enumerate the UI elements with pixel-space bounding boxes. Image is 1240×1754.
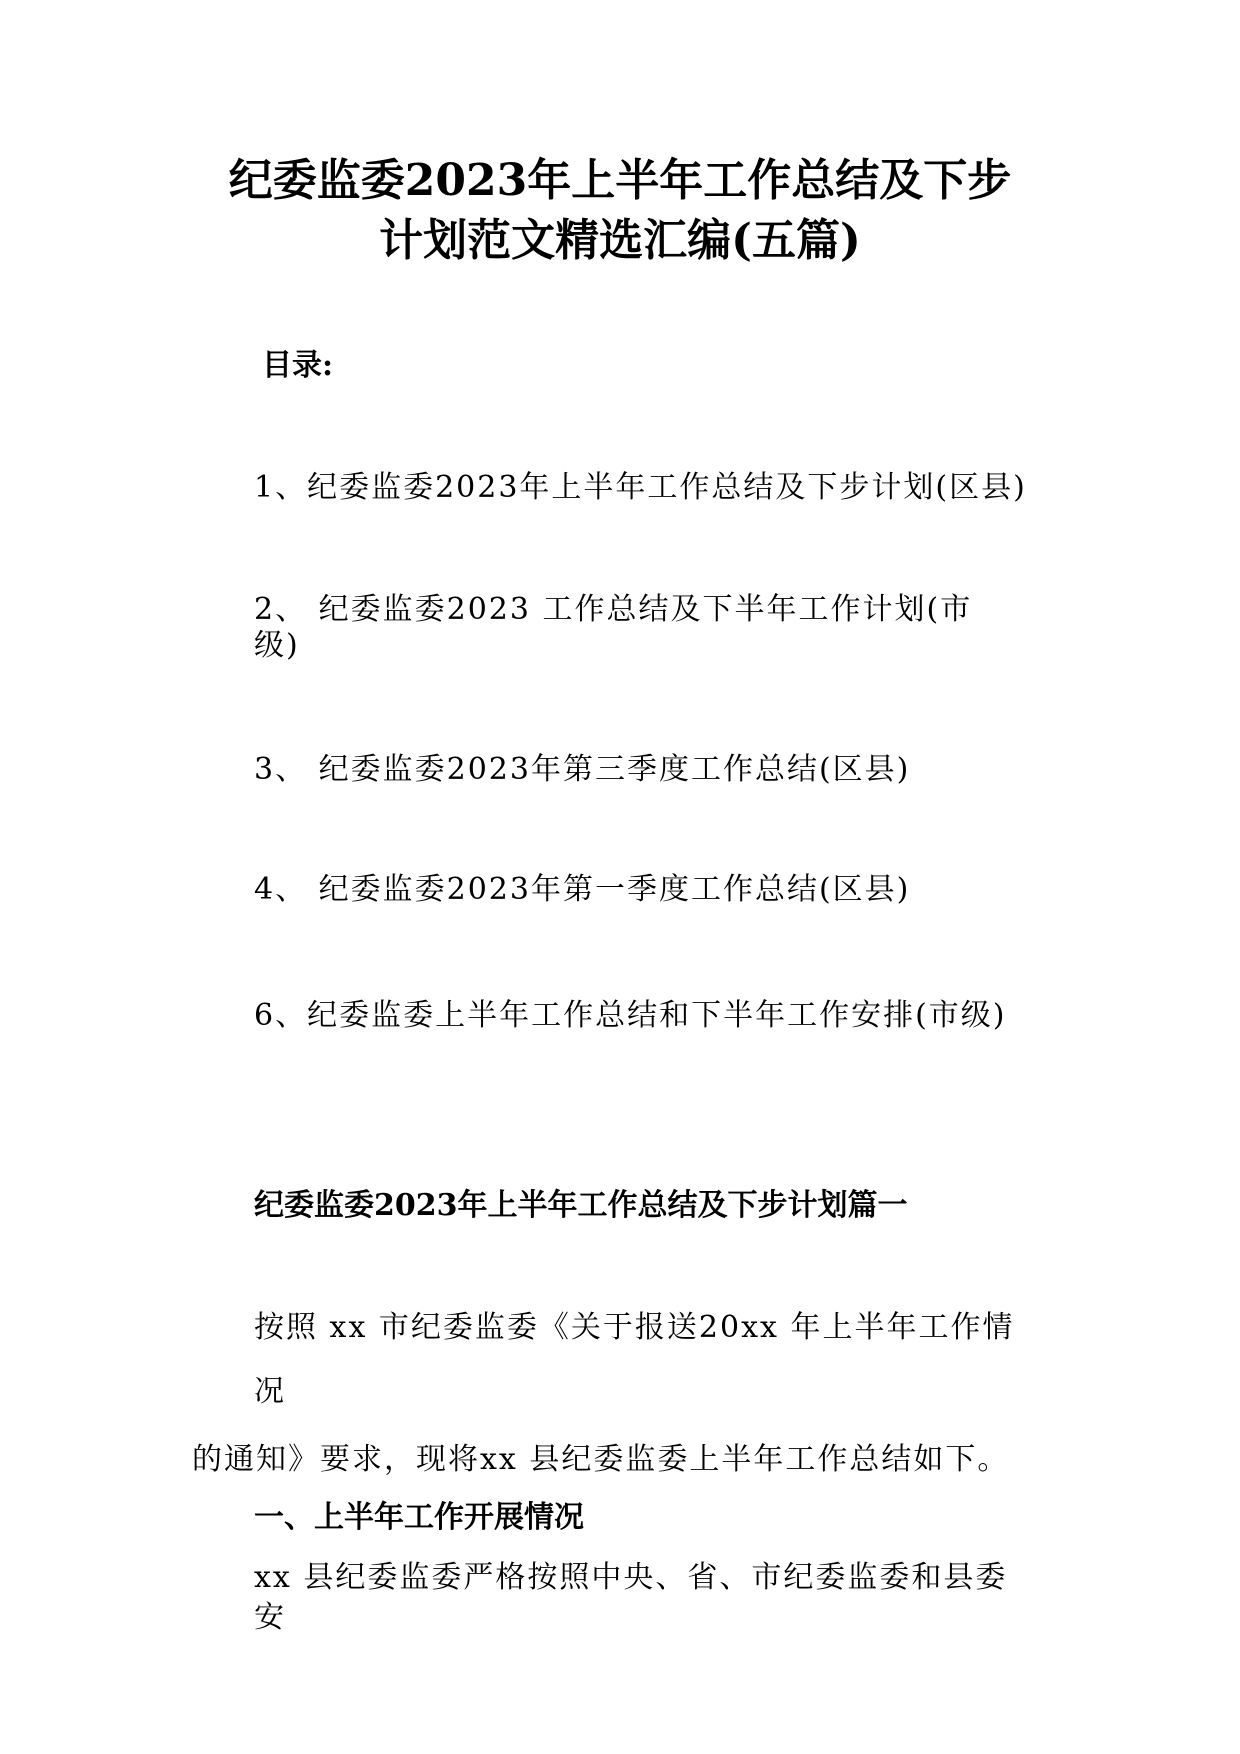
- subsection-heading: 一、上半年工作开展情况: [254, 1500, 584, 1535]
- document-title-line-1: 纪委监委2023年上半年工作总结及下步: [228, 155, 1012, 206]
- toc-item: 1、纪委监委2023年上半年工作总结及下步计划(区县): [254, 470, 1027, 505]
- toc-item: 6、纪委监委上半年工作总结和下半年工作安排(市级): [254, 998, 1007, 1033]
- toc-heading: 目录:: [262, 348, 334, 383]
- body-text-line: 的通知》要求，现将xx 县纪委监委上半年工作总结如下。: [192, 1442, 1010, 1477]
- body-text-line: xx 县纪委监委严格按照中央、省、市纪委监委和县委: [254, 1560, 1008, 1595]
- toc-item: 2、 纪委监委2023 工作总结及下半年工作计划(市 级): [254, 592, 973, 663]
- body-text-line: 按照 xx 市纪委监委《关于报送20xx 年上半年工作情: [254, 1310, 1015, 1345]
- body-text-line: 况: [254, 1374, 286, 1409]
- toc-item: 4、 纪委监委2023年第一季度工作总结(区县): [254, 872, 911, 907]
- document-title-line-2: 计划范文精选汇编(五篇): [379, 215, 861, 266]
- toc-item: 3、 纪委监委2023年第三季度工作总结(区县): [254, 752, 911, 787]
- section-heading: 纪委监委2023年上半年工作总结及下步计划篇一: [254, 1188, 908, 1223]
- body-text-line: 安: [254, 1600, 286, 1635]
